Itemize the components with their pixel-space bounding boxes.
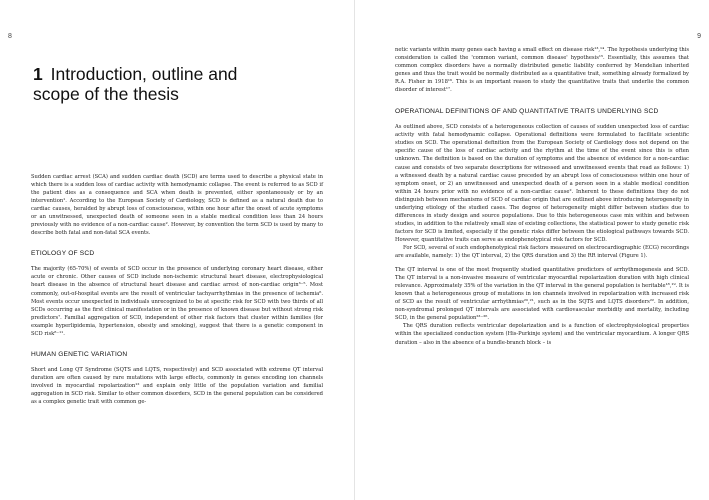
page-number: 8 <box>8 33 12 40</box>
right-text-column <box>395 46 689 347</box>
etiology-paragraph: The majority (65-70%) of events of SCD occur in the presence of underlying coronary heart disease, either acute or chronic. Other causes of SCD include non-ischemic structural heart disease, electrophysiological heart disease in the absence of structural heart disease and cardiac arrest of non-cardiac origin³⁻⁵. Most commonly, out-of-hospital events are the result of ventricular tachyarrhythmias in the presence of ischemia⁶. Most events occur unexpected in individuals unrecognized to be at specific risk for SCD with two thirds of all SCDs occurring as the first clinical manifestation or in the presence of known disease but without strong risk predictors⁷. Familial aggregation of SCD, independent of other risk factors that cluster within families (for example hyperlipidemia, hypertension, obesity and smoking), suggest that there is a genetic component in SCD risk⁸⁻¹¹. <box>31 266 323 337</box>
chapter-number: 1 <box>33 64 43 84</box>
qrs-duration-paragraph: The QRS duration reflects ventricular depolarization and is a function of electrophysiological properties within the specialized conduction system (His-Purkinje system) and the ventricular myocardium. A longer QRS duration – also in the absence of a bundle-branch block – is <box>395 323 689 346</box>
left-page <box>0 0 354 500</box>
intro-paragraph: Sudden cardiac arrest (SCA) and sudden cardiac death (SCD) are terms used to describe a physical state in which there is a sudden loss of cardiac activity with hemodynamic collapse. The event is referred to as SCD if the patient dies as a consequence and SCA when death is prevented, either spontaneously or by an intervention¹. According to the European Society of Cardiology, SCD is defined as a natural death due to cardiac causes, heralded by abrupt loss of consciousness, within one hour after the onset of acute symptoms or an unwitnessed, unexpected death of someone seen in a stable medical condition less than 24 hours previously with no evidence of a non-cardiac cause². However, by convention the term SCD is used by many to describe both fatal and non-fatal SCA events. <box>31 174 323 237</box>
chapter-heading <box>33 64 273 104</box>
endophenotype-paragraph: For SCD, several of such endophenotypical risk factors measured on electrocardiographic (ECG) recordings are available, namely: 1) the QT interval, 2) the QRS duration and 3) the RR interval (Figure 1). <box>395 244 689 260</box>
left-text-column <box>31 173 323 406</box>
section-heading-genetic-variation: HUMAN GENETIC VARIATION <box>31 350 128 358</box>
genetic-variation-paragraph: Short and Long QT Syndrome (SQTS and LQTS, respectively) and SCD associated with extreme QT interval duration are often caused by rare mutations with large effects, commonly in genes encoding ion channels involved in myocardial repolarization¹² and explain only little of the population variation and familial aggregation in SCD risk. Similar to other common disorders, SCD in the general population can be considered as a complex genetic trait with common ge- <box>31 366 323 405</box>
right-page <box>355 0 709 500</box>
qt-interval-paragraph: The QT interval is one of the most frequently studied quantitative predictors of arrhythmogenesis and SCD. The QT interval is a non-invasive measure of ventricular myocardial repolarization duration with high clinical relevance. Approximately 35% of the variation in the QT interval in the general population is heritable¹⁸,¹⁹. It is known that a heterogeneous group of mutations in ion channels involved in repolarization with increased risk of SCD as the result of ventricular arrhythmias²⁰,²¹, such as in the SQTS and LQTS disorders²². In addition, non-syndromal prolonged QT intervals are associated with cardiovascular morbidity and mortality, including SCD, in the general population²³⁻²⁶. <box>395 267 689 322</box>
page-number: 9 <box>697 33 701 40</box>
definitions-paragraph: As outlined above, SCD consists of a heterogeneous collection of causes of sudden unexpected loss of cardiac activity with fatal hemodynamic collapse. Operational definitions were formulated to facilitate scientific studies on SCD. The operational definition from the European Society of Cardiology does not depend on the specific cause of the loss of cardiac activity and the rhythm at the time of the event since this is often unknown. The definition is based on the duration of symptoms and the absence of evidence for a non-cardiac cause and consists of two separate descriptions for witnessed and unwitnessed events that read as follows: 1) a witnessed death by a natural cardiac cause preceded by an abrupt loss of consciousness within one hour of symptom onset, or 2) an unwitnessed and unexpected death of a person seen in a stable medical condition within 24 hours prior with no evidence of a non-cardiac cause². Inherent to these definitions they do not distinguish between mechanisms of SCD of cardiac origin that are outlined above introducing heterogeneity in underlying etiology of the studied cases. The degree of heterogeneity might differ between studies due to differences in study design and source populations. Due to this heterogeneous case mix within and between studies, in addition to the relatively small size of existing collections, the statistical power to study genetic risk factors for SCD is limited, especially if the genetic risks differ between the etiological pathways towards SCD. However, quantitative traits can serve as endophenotypical risk factors for SCD. <box>395 124 689 243</box>
continuation-paragraph: netic variants within many genes each having a small effect on disease risk¹³,¹⁴. The hypothesis underlying this consideration is called the 'common variant, common disease' hypothesis¹⁵. Essentially, this assumes that common complex disorders have a normally distributed genetic liability conferred by Mendelian inherited genes and thus the trait would be normally distributed as a quantitative trait, something already formalized by R.A. Fisher in 1918¹⁶. This is an important reason to study the quantitative traits that underlie the common disorder of interest¹⁷. <box>395 47 689 94</box>
chapter-title: Introduction, outline and scope of the thesis <box>33 64 238 104</box>
section-heading-etiology: ETIOLOGY OF SCD <box>31 250 95 258</box>
section-heading-operational-definitions: OPERATIONAL DEFINITIONS OF AND QUANTITATIVE TRAITS UNDERLYING SCD <box>395 108 659 116</box>
